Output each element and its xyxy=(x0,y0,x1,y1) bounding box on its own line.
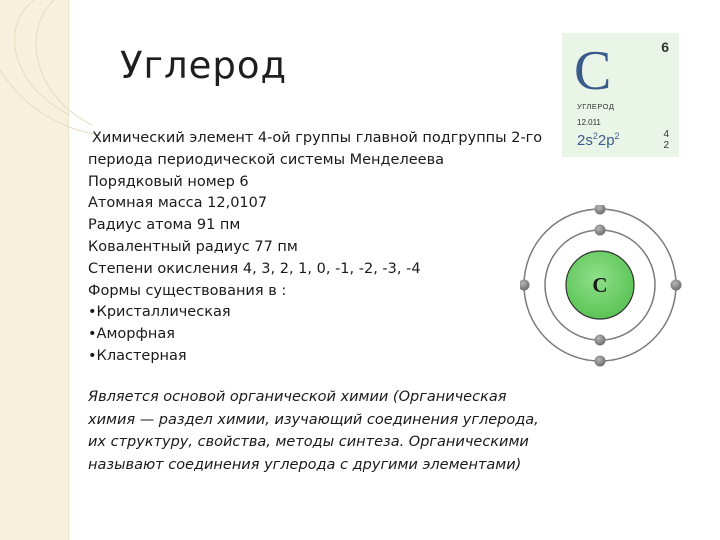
fact-line: Радиус атома 91 пм xyxy=(88,217,241,234)
fact-line: Ковалентный радиус 77 пм xyxy=(88,238,298,255)
electron-outer-bottom xyxy=(595,356,606,367)
config-2s-exponent: 2 xyxy=(592,131,598,141)
note-line: Является основой органической химии (Органическая xyxy=(88,389,507,405)
electron-inner-top xyxy=(595,225,606,236)
config-2p: 2p xyxy=(597,132,615,149)
form-list-item: •Аморфная xyxy=(88,326,175,343)
fact-line: Порядковый номер 6 xyxy=(88,173,249,190)
atomic-number: 6 xyxy=(661,39,669,55)
note-line: химия — раздел химии, изучающий соединения углерода, xyxy=(88,411,539,428)
element-symbol: C xyxy=(574,40,612,102)
note-line: их структуру, свойства, методы синтеза. Органическими xyxy=(88,434,529,450)
fact-line: Формы существования в : xyxy=(88,282,287,299)
atomic-mass: 12.011 xyxy=(577,118,601,127)
periodic-element-tile xyxy=(562,33,679,157)
fact-line: Химический элемент 4-ой группы главной подгруппы 2-го xyxy=(92,130,543,146)
element-facts xyxy=(88,128,558,368)
slide-title: Углерод xyxy=(120,44,288,87)
form-list-item: •Кластерная xyxy=(88,347,187,364)
electron-outer-left xyxy=(520,280,530,291)
form-list-item: •Кристаллическая xyxy=(88,304,231,321)
bohr-atom-diagram xyxy=(520,205,690,375)
outer-shell-count: 4 xyxy=(663,129,669,140)
element-name: УГЛЕРОД xyxy=(577,102,615,111)
electron-configuration xyxy=(577,131,620,149)
nucleus-label: C xyxy=(592,273,608,297)
note-line: называют соединения углерода с другими элементами) xyxy=(88,456,522,473)
electron-outer-top xyxy=(595,205,606,215)
electron-outer-right xyxy=(671,280,682,291)
electron-inner-bottom xyxy=(595,335,606,346)
inner-shell-count: 2 xyxy=(663,140,669,151)
config-2s: 2s xyxy=(577,132,593,149)
fact-line: Атомная масса 12,0107 xyxy=(88,195,268,212)
organic-chemistry-note xyxy=(88,386,558,476)
fact-line: Степени окисления 4, 3, 2, 1, 0, -1, -2, -3, -4 xyxy=(88,260,421,277)
config-2p-exponent: 2 xyxy=(614,131,620,141)
fact-line: периода периодической системы Менделеева xyxy=(88,151,445,168)
shell-occupancy xyxy=(663,129,669,151)
